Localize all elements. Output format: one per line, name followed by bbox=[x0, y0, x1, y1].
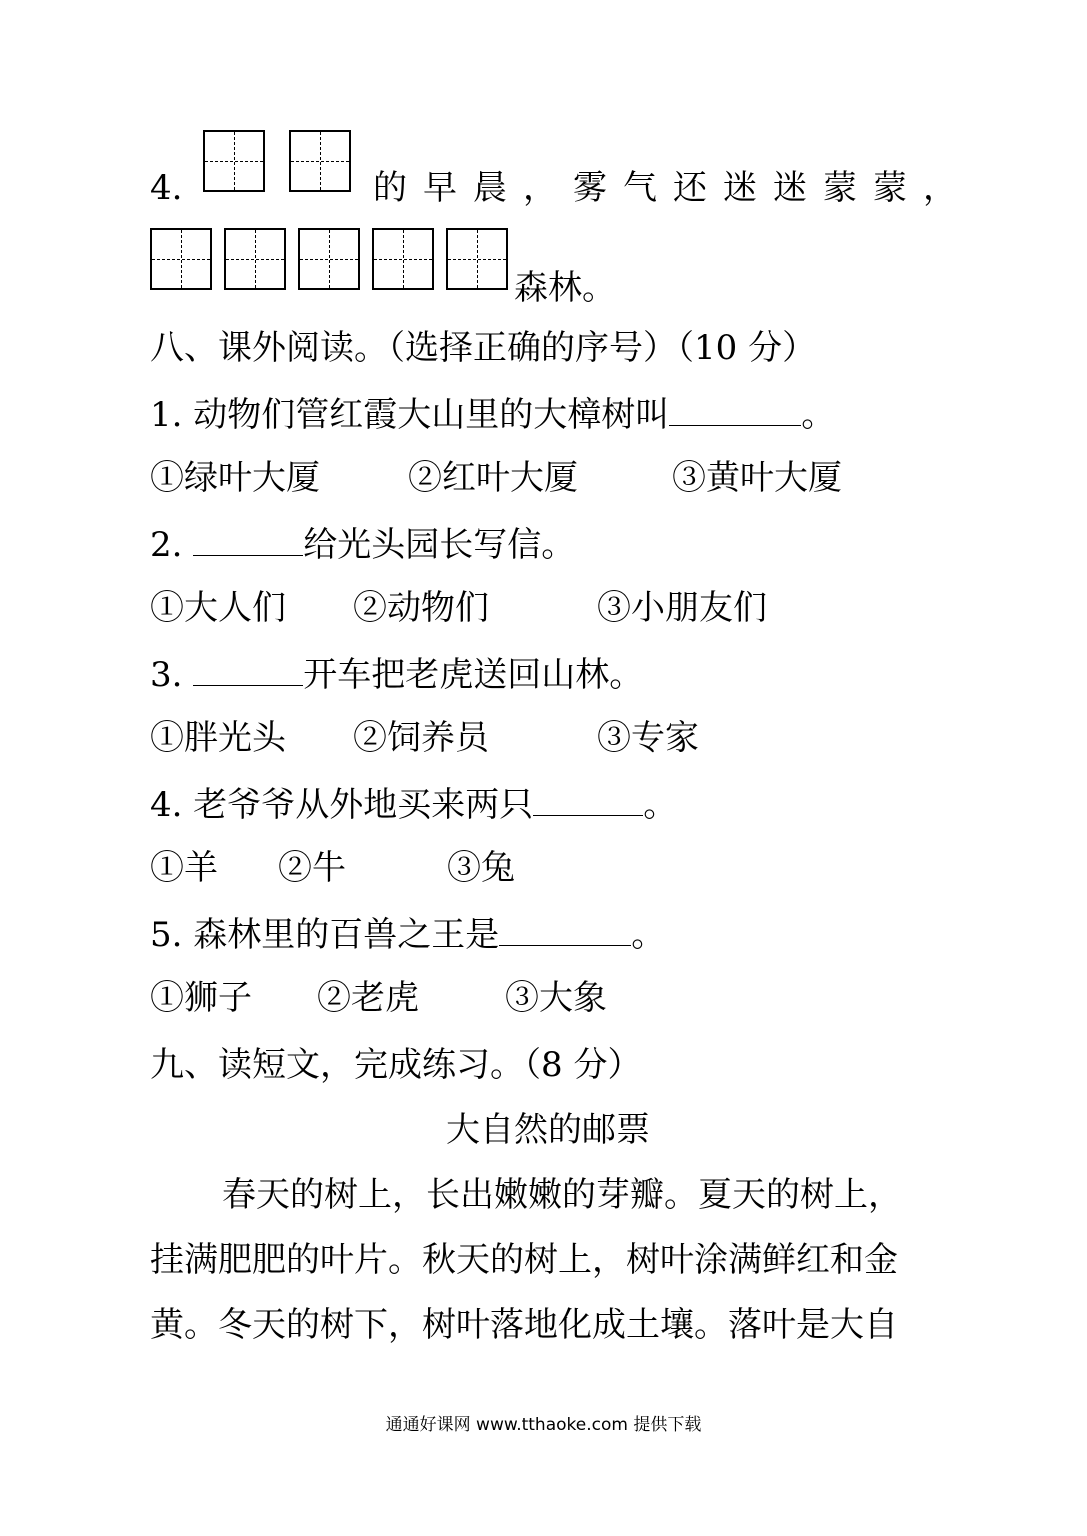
question-5 bbox=[150, 915, 665, 955]
question-text-end: 给光头园长写信。 bbox=[303, 525, 576, 565]
question-text: 4. 老爷爷从外地买来两只 bbox=[150, 785, 534, 825]
passage-line: 挂满肥肥的叶片。秋天的树上，树叶涂满鲜红和金 bbox=[150, 1240, 898, 1280]
question-text-end: 。 bbox=[801, 395, 836, 435]
question-text: 2. bbox=[150, 525, 194, 565]
writing-box[interactable] bbox=[224, 228, 286, 290]
option[interactable]: ②红叶大厦 bbox=[408, 458, 578, 498]
answer-blank[interactable] bbox=[499, 915, 631, 946]
question-text: 3. bbox=[150, 655, 194, 695]
passage-title: 大自然的邮票 bbox=[446, 1110, 650, 1150]
question-5-options bbox=[150, 978, 950, 1018]
question-text: 5. 森林里的百兽之王是 bbox=[150, 915, 500, 955]
question-text-end: 。 bbox=[643, 785, 678, 825]
answer-blank[interactable] bbox=[533, 785, 643, 816]
passage-line: 春天的树上，长出嫩嫩的芽瓣。夏天的树上， bbox=[222, 1175, 902, 1215]
writing-box[interactable] bbox=[203, 130, 265, 192]
answer-blank[interactable] bbox=[669, 395, 801, 426]
option[interactable]: ③黄叶大厦 bbox=[672, 458, 842, 498]
writing-box[interactable] bbox=[298, 228, 360, 290]
option[interactable]: ②动物们 bbox=[353, 588, 489, 628]
option[interactable]: ①羊 bbox=[150, 848, 218, 888]
option[interactable]: ③专家 bbox=[597, 718, 699, 758]
q4-number: 4. bbox=[150, 168, 183, 208]
question-3 bbox=[150, 655, 643, 695]
question-4-options bbox=[150, 848, 950, 888]
question-text: 1. 动物们管红霞大山里的大樟树叫 bbox=[150, 395, 670, 435]
page-footer: 通通好课网 www.tthaoke.com 提供下载 bbox=[385, 1415, 702, 1435]
question-1-options bbox=[150, 458, 950, 498]
passage-line: 黄。冬天的树下，树叶落地化成土壤。落叶是大自 bbox=[150, 1305, 898, 1345]
question-text-end: 。 bbox=[631, 915, 666, 955]
answer-blank[interactable] bbox=[193, 525, 303, 556]
option[interactable]: ①狮子 bbox=[150, 978, 252, 1018]
answer-blank[interactable] bbox=[193, 655, 303, 686]
option[interactable]: ③小朋友们 bbox=[597, 588, 767, 628]
q4-text-line1: 的早晨，雾气还迷迷蒙蒙， bbox=[373, 168, 973, 208]
question-text-end: 开车把老虎送回山林。 bbox=[303, 655, 644, 695]
option[interactable]: ②牛 bbox=[278, 848, 346, 888]
option[interactable]: ②老虎 bbox=[317, 978, 419, 1018]
question-3-options bbox=[150, 718, 950, 758]
option[interactable]: ③兔 bbox=[447, 848, 515, 888]
option[interactable]: ①绿叶大厦 bbox=[150, 458, 320, 498]
question-4 bbox=[150, 785, 677, 825]
option[interactable]: ①胖光头 bbox=[150, 718, 286, 758]
question-2-options bbox=[150, 588, 950, 628]
option[interactable]: ②饲养员 bbox=[353, 718, 489, 758]
writing-box[interactable] bbox=[289, 130, 351, 192]
section9-title: 九、读短文，完成练习。（8 分） bbox=[150, 1045, 642, 1085]
section8-title: 八、课外阅读。（选择正确的序号）（10 分） bbox=[150, 328, 817, 368]
option[interactable]: ③大象 bbox=[505, 978, 607, 1018]
question-1 bbox=[150, 395, 835, 435]
writing-box[interactable] bbox=[446, 228, 508, 290]
question-2 bbox=[150, 525, 575, 565]
writing-box[interactable] bbox=[150, 228, 212, 290]
option[interactable]: ①大人们 bbox=[150, 588, 286, 628]
writing-box[interactable] bbox=[372, 228, 434, 290]
q4-text-line2: 森林。 bbox=[514, 268, 616, 308]
